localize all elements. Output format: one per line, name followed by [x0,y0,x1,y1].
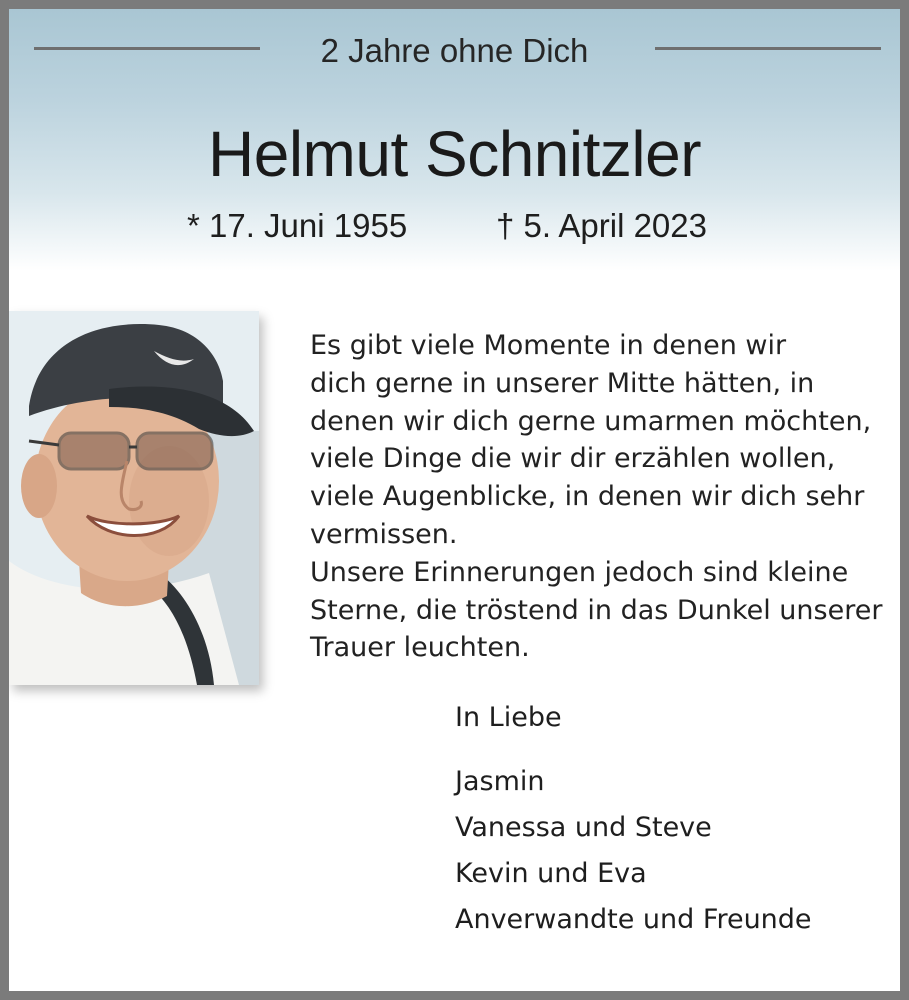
poem-line: Trauer leuchten. [310,632,530,664]
mourners-list [455,759,812,943]
poem-line: Es gibt viele Momente in denen wir [310,330,787,361]
portrait-illustration [9,311,259,685]
death-date: † 5. April 2023 [496,207,707,244]
poem-line: dich gerne in unserer Mitte hätten, in [310,367,815,399]
closing-phrase: In Liebe [455,702,562,733]
poem-line: denen wir dich gerne umarmen möchten, [310,405,872,437]
mourner-name: Kevin und Eva [455,858,647,889]
poem-text [310,327,890,667]
poem-line: viele Dinge die wir dir erzählen wollen, [310,443,836,475]
mourner-name: Vanessa und Steve [455,812,712,843]
portrait-photo [9,311,259,685]
poem-line: vermissen. [310,518,458,550]
poem-line: viele Augenblicke, in denen wir dich sehr [310,481,865,513]
birth-date: * 17. Juni 1955 [187,207,408,244]
mourner-name: Anverwandte und Freunde [455,904,812,935]
poem-line: Sterne, die tröstend in das Dunkel unserer [310,594,883,626]
anniversary-title: 2 Jahre ohne Dich [320,32,589,69]
mourner-name: Jasmin [455,766,545,797]
deceased-name: Helmut Schnitzler [208,118,701,190]
poem-line: Unsere Erinnerungen jedoch sind kleine [310,556,849,588]
